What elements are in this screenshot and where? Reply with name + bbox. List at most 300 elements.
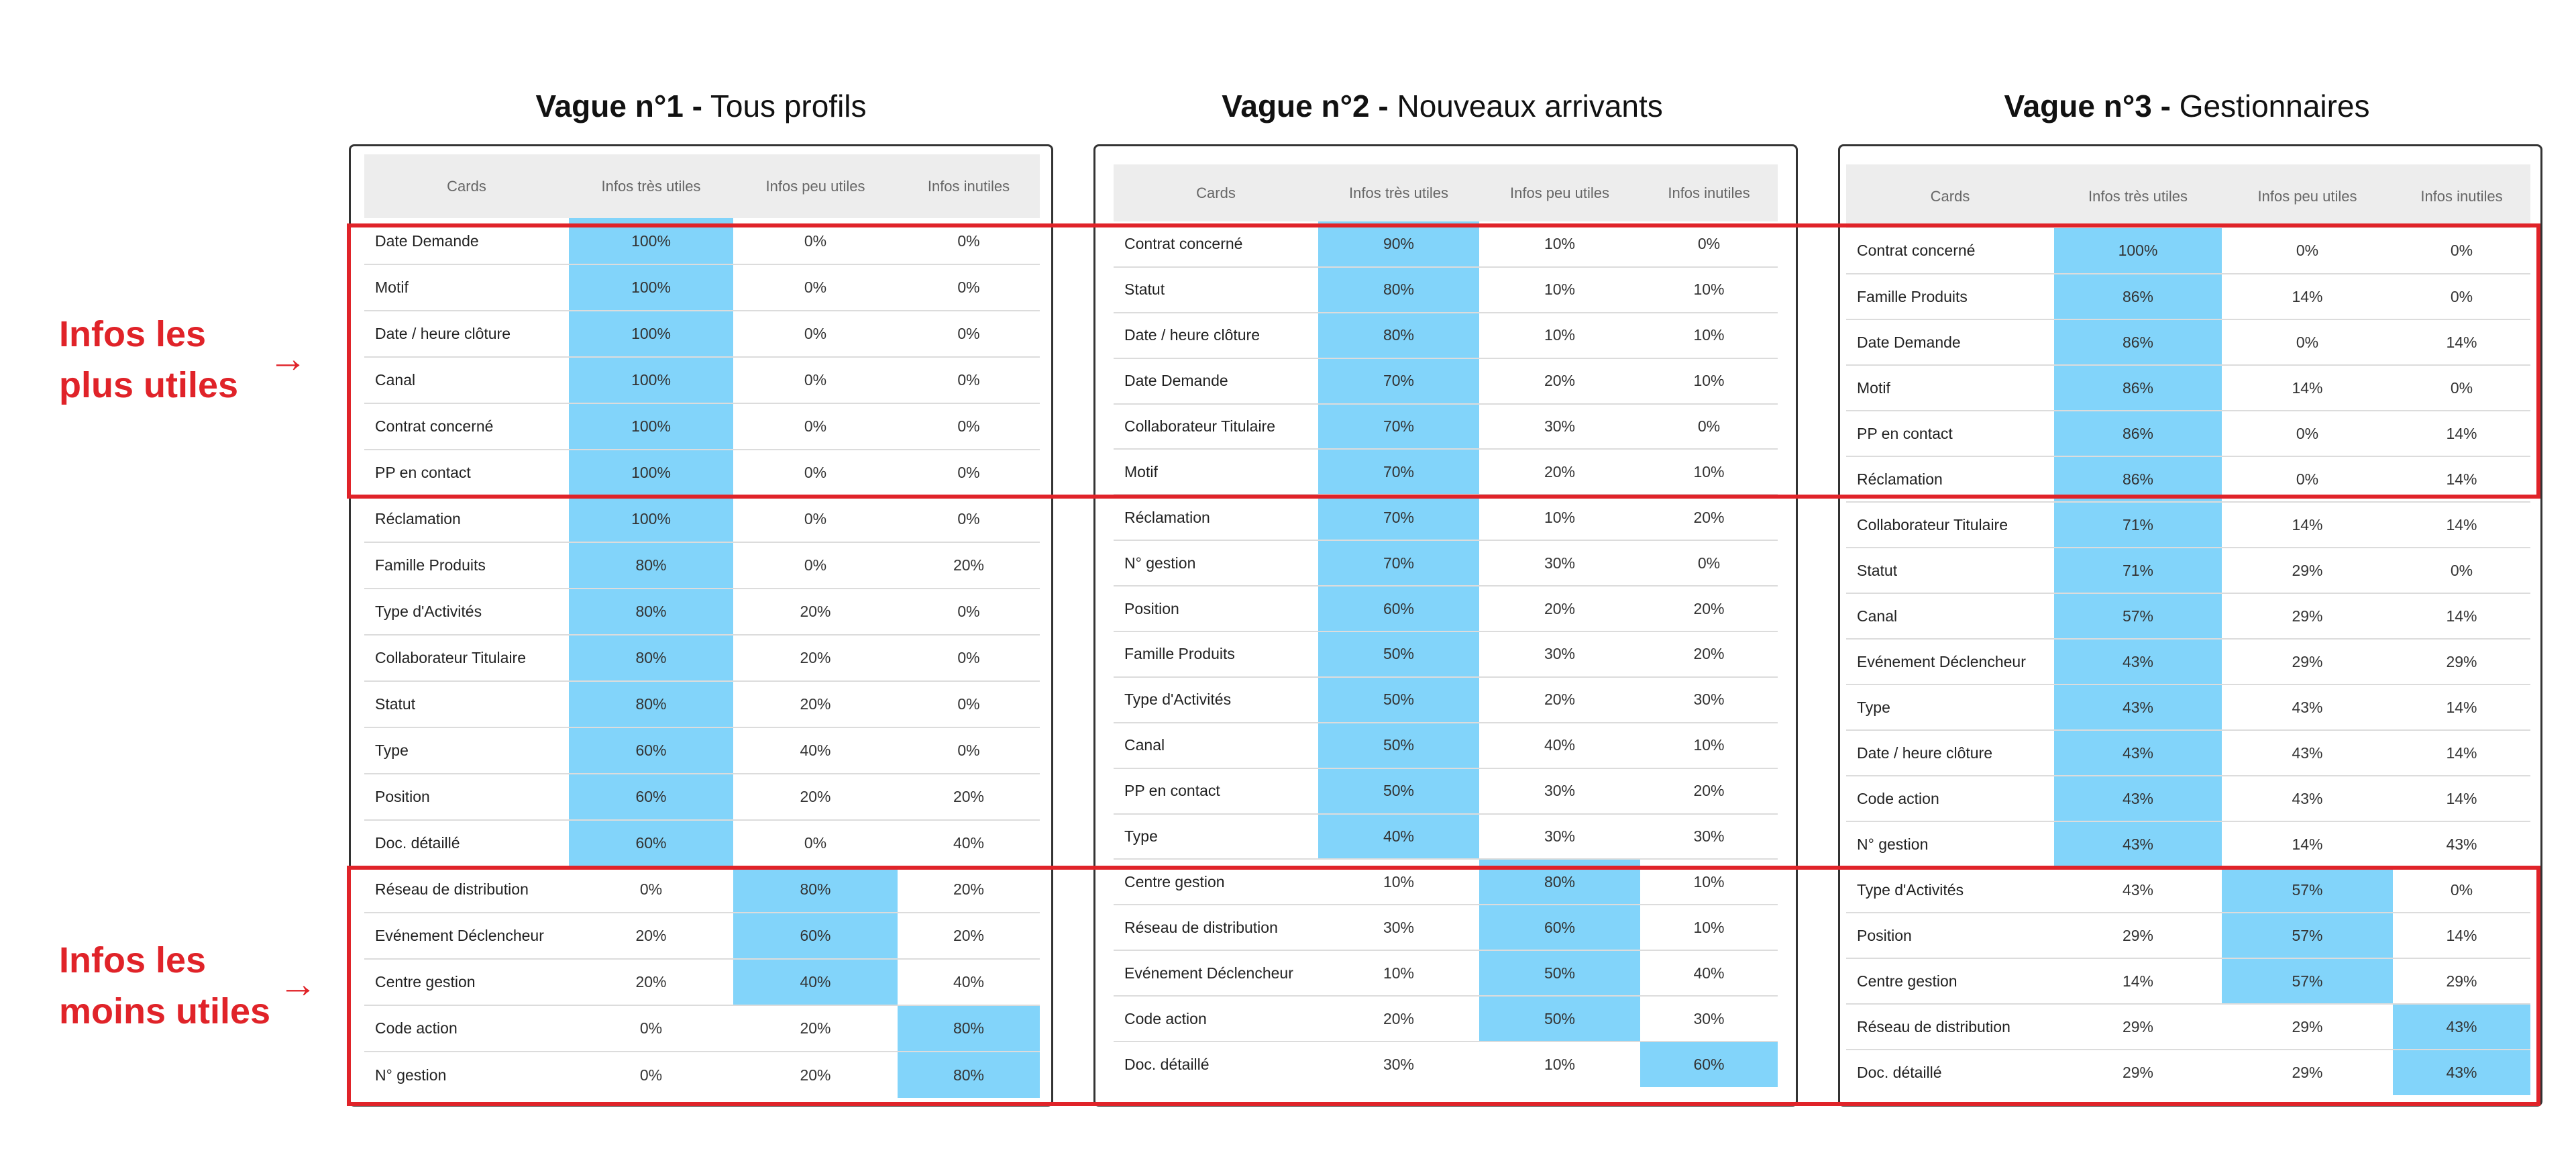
little-useful-cell: 0% (733, 403, 898, 450)
card-name-cell: Collaborateur Titulaire (364, 635, 569, 681)
table-row (1846, 776, 2530, 821)
least-useful-label (59, 935, 270, 1037)
card-name-cell: Motif (1114, 449, 1318, 495)
useless-cell: 14% (2393, 776, 2530, 821)
table-row (1114, 313, 1778, 358)
little-useful-cell: 14% (2222, 821, 2393, 867)
useless-cell: 10% (1640, 313, 1778, 358)
table-row (1846, 228, 2530, 274)
column-header: Cards (364, 154, 569, 218)
card-name-cell: Doc. détaillé (364, 820, 569, 866)
table-row (364, 218, 1040, 264)
table-row (1114, 586, 1778, 631)
card-name-cell: Evénement Déclencheur (364, 913, 569, 959)
little-useful-cell: 10% (1544, 1055, 1576, 1073)
card-name-cell: Réseau de distribution (1846, 1004, 2054, 1050)
very-useful-cell: 60% (569, 820, 733, 866)
card-name-cell: Contrat concerné (1846, 228, 2054, 274)
useless-cell: 40% (898, 820, 1040, 866)
card-name-cell: Centre gestion (364, 959, 569, 1005)
card-name-cell: Famille Produits (1846, 274, 2054, 319)
table-row (364, 866, 1040, 913)
very-useful-cell: 60% (1318, 586, 1479, 631)
column-header: Infos inutiles (1640, 164, 1778, 221)
useless-cell: 80% (898, 1052, 1040, 1098)
useless-cell: 80% (898, 1005, 1040, 1052)
table-row (364, 403, 1040, 450)
table-row (364, 450, 1040, 496)
little-useful-cell: 30% (1479, 404, 1640, 450)
useless-cell: 20% (1640, 495, 1778, 540)
little-useful-cell: 14% (2222, 365, 2393, 411)
very-useful-cell: 100% (569, 264, 733, 311)
table-row (1846, 821, 2530, 867)
card-name-cell: Statut (364, 681, 569, 727)
card-name-cell: Code action (1114, 996, 1318, 1041)
card-name-cell: PP en contact (1114, 768, 1318, 814)
useless-cell: 0% (2393, 548, 2530, 593)
very-useful-cell: 100% (2054, 228, 2222, 274)
very-useful-cell: 43% (2054, 730, 2222, 776)
very-useful-cell: 100% (569, 496, 733, 542)
table-row (1114, 859, 1778, 905)
useless-cell: 14% (2393, 913, 2530, 958)
card-name-cell: Contrat concerné (1114, 221, 1318, 267)
table-row (1114, 814, 1778, 860)
wave-3-table (1846, 164, 2530, 1095)
card-name-cell: Réseau de distribution (364, 866, 569, 913)
very-useful-cell: 86% (2054, 274, 2222, 319)
card-name-cell: Date / heure clôture (1846, 730, 2054, 776)
table-row (1114, 449, 1778, 495)
little-useful-cell: 14% (2222, 502, 2393, 548)
useless-cell: 0% (898, 681, 1040, 727)
very-useful-cell: 20% (569, 959, 733, 1005)
useless-cell: 0% (898, 311, 1040, 357)
card-name-cell: Date / heure clôture (364, 311, 569, 357)
very-useful-cell: 86% (2054, 411, 2222, 456)
useless-cell: 10% (1640, 267, 1778, 313)
useless-cell: 0% (898, 264, 1040, 311)
useless-cell: 0% (898, 635, 1040, 681)
useless-cell: 30% (1640, 814, 1778, 860)
useless-cell: 0% (1640, 404, 1778, 450)
very-useful-cell: 57% (2054, 593, 2222, 639)
useless-cell: 0% (2393, 867, 2530, 913)
useless-cell: 29% (2393, 639, 2530, 684)
card-name-cell: Code action (364, 1005, 569, 1052)
table-row (364, 1005, 1040, 1052)
little-useful-cell: 10% (1479, 495, 1640, 540)
least-useful-label-line2: moins utiles (59, 991, 271, 1031)
very-useful-cell: 20% (569, 913, 733, 959)
little-useful-cell: 0% (733, 542, 898, 589)
very-useful-cell: 90% (1318, 221, 1479, 267)
table-row (1114, 723, 1778, 768)
little-useful-cell: 0% (733, 496, 898, 542)
useless-cell: 0% (898, 357, 1040, 403)
very-useful-cell: 70% (1318, 495, 1479, 540)
card-name-cell: Type (1846, 684, 2054, 730)
card-name-cell: Doc. détaillé (1857, 1064, 1942, 1081)
table-row (1114, 677, 1778, 723)
useless-cell: 10% (1640, 723, 1778, 768)
table-row (1114, 404, 1778, 450)
table-row (364, 542, 1040, 589)
little-useful-cell: 0% (2222, 319, 2393, 365)
little-useful-cell: 10% (1479, 267, 1640, 313)
card-name-cell: Evénement Déclencheur (1114, 950, 1318, 996)
card-name-cell: Canal (1846, 593, 2054, 639)
table-row (1114, 221, 1778, 267)
little-useful-cell: 0% (733, 311, 898, 357)
least-useful-label-line1: Infos les (59, 940, 207, 980)
useless-cell: 20% (898, 542, 1040, 589)
wave-1-table (364, 154, 1040, 1098)
little-useful-cell: 20% (733, 1005, 898, 1052)
wave-3-title (1835, 86, 2539, 126)
useless-cell: 14% (2393, 456, 2530, 502)
little-useful-cell: 60% (733, 913, 898, 959)
very-useful-cell: 80% (569, 635, 733, 681)
card-name-cell: Position (1114, 586, 1318, 631)
very-useful-cell: 80% (569, 681, 733, 727)
most-useful-label-line1: Infos les (59, 314, 207, 354)
useless-cell: 0% (898, 218, 1040, 264)
table-row (1846, 548, 2530, 593)
table-row (1846, 867, 2530, 913)
useless-cell: 0% (898, 450, 1040, 496)
card-name-cell: Date Demande (1114, 358, 1318, 404)
table-row (1846, 958, 2530, 1004)
column-header: Cards (1114, 164, 1318, 221)
very-useful-cell: 0% (569, 1005, 733, 1052)
table-row (1114, 631, 1778, 677)
little-useful-cell: 80% (1479, 859, 1640, 905)
column-header: Infos très utiles (2054, 164, 2222, 228)
useless-cell: 30% (1640, 677, 1778, 723)
useless-cell: 0% (2393, 228, 2530, 274)
card-name-cell: Centre gestion (1846, 958, 2054, 1004)
column-header: Infos inutiles (898, 154, 1040, 218)
little-useful-cell: 10% (1479, 313, 1640, 358)
table-row (364, 774, 1040, 820)
very-useful-cell: 70% (1318, 449, 1479, 495)
table-row (1846, 502, 2530, 548)
table-row (1114, 905, 1778, 950)
very-useful-cell: 30% (1383, 1055, 1415, 1073)
little-useful-cell: 29% (2222, 548, 2393, 593)
wave-3-title-rest: Gestionnaires (2170, 89, 2370, 123)
useless-cell: 14% (2393, 684, 2530, 730)
very-useful-cell: 70% (1318, 540, 1479, 586)
little-useful-cell: 29% (2222, 1004, 2393, 1050)
little-useful-cell: 20% (1479, 449, 1640, 495)
useless-cell: 43% (2393, 1050, 2530, 1095)
little-useful-cell: 0% (733, 264, 898, 311)
card-name-cell: Type (364, 727, 569, 774)
useless-cell: 0% (2393, 365, 2530, 411)
wave-1-title (349, 86, 1053, 126)
very-useful-cell: 100% (569, 450, 733, 496)
column-header: Infos peu utiles (2222, 164, 2393, 228)
useless-cell: 20% (1640, 586, 1778, 631)
little-useful-cell: 0% (733, 450, 898, 496)
card-name-cell: Motif (364, 264, 569, 311)
card-name-cell: Famille Produits (1114, 631, 1318, 677)
card-name-cell: Centre gestion (1114, 859, 1318, 905)
useless-cell: 30% (1640, 996, 1778, 1041)
useless-cell: 20% (898, 866, 1040, 913)
table-row (1114, 1041, 1778, 1087)
table-row (1114, 950, 1778, 996)
little-useful-cell: 43% (2222, 776, 2393, 821)
card-name-cell: Position (1846, 913, 2054, 958)
very-useful-cell: 30% (1318, 905, 1479, 950)
very-useful-cell: 60% (569, 774, 733, 820)
card-name-cell: Réclamation (1114, 495, 1318, 540)
little-useful-cell: 50% (1479, 996, 1640, 1041)
very-useful-cell: 80% (1318, 267, 1479, 313)
useless-cell: 20% (898, 774, 1040, 820)
little-useful-cell: 40% (733, 959, 898, 1005)
card-name-cell: Position (364, 774, 569, 820)
most-useful-arrow-icon: → (268, 337, 307, 380)
wave-1-title-rest: Tous profils (702, 89, 867, 123)
little-useful-cell: 0% (2222, 456, 2393, 502)
table-row (364, 264, 1040, 311)
little-useful-cell: 29% (2222, 639, 2393, 684)
table-row (1846, 411, 2530, 456)
very-useful-cell: 20% (1318, 996, 1479, 1041)
card-name-cell: Statut (1114, 267, 1318, 313)
card-name-cell: Doc. détaillé (1124, 1055, 1210, 1073)
little-useful-cell: 57% (2222, 867, 2393, 913)
useless-cell: 20% (1640, 768, 1778, 814)
little-useful-cell: 20% (733, 635, 898, 681)
card-name-cell: Motif (1846, 365, 2054, 411)
useless-cell: 43% (2393, 821, 2530, 867)
very-useful-cell: 100% (569, 357, 733, 403)
very-useful-cell: 86% (2054, 456, 2222, 502)
column-header: Infos très utiles (569, 154, 733, 218)
little-useful-cell: 43% (2222, 684, 2393, 730)
card-name-cell: Date Demande (1846, 319, 2054, 365)
useless-cell: 14% (2393, 411, 2530, 456)
useless-cell: 10% (1640, 905, 1778, 950)
little-useful-cell: 0% (733, 820, 898, 866)
table-row (364, 820, 1040, 866)
useless-cell: 40% (898, 959, 1040, 1005)
very-useful-cell: 50% (1318, 723, 1479, 768)
table-row (1114, 996, 1778, 1041)
table-row (364, 311, 1040, 357)
column-header: Cards (1846, 164, 2054, 228)
little-useful-cell: 60% (1479, 905, 1640, 950)
little-useful-cell: 40% (1479, 723, 1640, 768)
very-useful-cell: 10% (1318, 950, 1479, 996)
table-row (1846, 730, 2530, 776)
little-useful-cell: 0% (733, 218, 898, 264)
useless-cell: 0% (898, 589, 1040, 635)
table-row (1114, 358, 1778, 404)
wave-2-title-bold: Vague n°2 - (1222, 89, 1389, 123)
very-useful-cell: 29% (2054, 1004, 2222, 1050)
column-header: Infos peu utiles (1479, 164, 1640, 221)
very-useful-cell: 43% (2054, 776, 2222, 821)
table-row (1846, 913, 2530, 958)
useless-cell: 0% (898, 496, 1040, 542)
little-useful-cell: 0% (2222, 228, 2393, 274)
little-useful-cell: 20% (800, 1066, 831, 1084)
card-name-cell: Contrat concerné (364, 403, 569, 450)
card-name-cell: Type d'Activités (1114, 677, 1318, 723)
table-row (364, 959, 1040, 1005)
card-name-cell: Collaborateur Titulaire (1114, 404, 1318, 450)
little-useful-cell: 30% (1479, 814, 1640, 860)
useless-cell: 0% (2393, 274, 2530, 319)
very-useful-cell: 10% (1318, 859, 1479, 905)
table-row (364, 727, 1040, 774)
wave-3-title-bold: Vague n°3 - (2004, 89, 2171, 123)
little-useful-cell: 10% (1479, 221, 1640, 267)
very-useful-cell: 43% (2054, 639, 2222, 684)
table-row (1846, 1004, 2530, 1050)
little-useful-cell: 80% (733, 866, 898, 913)
wave-2-title (1090, 86, 1794, 126)
card-name-cell: Type d'Activités (364, 589, 569, 635)
useless-cell: 60% (1640, 1041, 1778, 1087)
useless-cell: 0% (898, 727, 1040, 774)
very-useful-cell: 60% (569, 727, 733, 774)
wave-2-table (1114, 164, 1778, 1087)
useless-cell: 40% (1640, 950, 1778, 996)
table-row (1114, 495, 1778, 540)
very-useful-cell: 50% (1318, 677, 1479, 723)
useless-cell: 10% (1640, 859, 1778, 905)
column-header: Infos très utiles (1318, 164, 1479, 221)
very-useful-cell: 50% (1318, 768, 1479, 814)
little-useful-cell: 57% (2222, 913, 2393, 958)
useless-cell: 43% (2393, 1004, 2530, 1050)
very-useful-cell: 86% (2054, 319, 2222, 365)
little-useful-cell: 20% (733, 774, 898, 820)
table-row (364, 913, 1040, 959)
most-useful-label (59, 309, 238, 411)
card-name-cell: N° gestion (1846, 821, 2054, 867)
useless-cell: 14% (2393, 593, 2530, 639)
card-name-cell: PP en contact (1846, 411, 2054, 456)
card-name-cell: Type (1114, 814, 1318, 860)
very-useful-cell: 86% (2054, 365, 2222, 411)
very-useful-cell: 40% (1318, 814, 1479, 860)
table-row (1114, 768, 1778, 814)
useless-cell: 14% (2393, 319, 2530, 365)
table-row (1846, 1050, 2530, 1095)
little-useful-cell: 29% (2292, 1064, 2323, 1081)
useless-cell: 20% (1640, 631, 1778, 677)
card-name-cell: Famille Produits (364, 542, 569, 589)
very-useful-cell: 43% (2054, 684, 2222, 730)
table-row (1846, 319, 2530, 365)
table-row (1846, 684, 2530, 730)
card-name-cell: Statut (1846, 548, 2054, 593)
very-useful-cell: 71% (2054, 548, 2222, 593)
little-useful-cell: 14% (2222, 274, 2393, 319)
most-useful-label-line2: plus utiles (59, 365, 239, 405)
very-useful-cell: 80% (1318, 313, 1479, 358)
very-useful-cell: 100% (569, 311, 733, 357)
table-row (1846, 456, 2530, 502)
card-name-cell: Réclamation (1846, 456, 2054, 502)
card-name-cell: Réclamation (364, 496, 569, 542)
little-useful-cell: 20% (1479, 586, 1640, 631)
table-row (1846, 593, 2530, 639)
useless-cell: 14% (2393, 730, 2530, 776)
table-row (1846, 365, 2530, 411)
useless-cell: 14% (2393, 502, 2530, 548)
wave-2-title-rest: Nouveaux arrivants (1388, 89, 1663, 123)
wave-1-title-bold: Vague n°1 - (535, 89, 702, 123)
table-row (364, 635, 1040, 681)
card-name-cell: Canal (1114, 723, 1318, 768)
very-useful-cell: 43% (2054, 867, 2222, 913)
little-useful-cell: 30% (1479, 768, 1640, 814)
table-row (1846, 274, 2530, 319)
useless-cell: 10% (1640, 449, 1778, 495)
card-name-cell: Code action (1846, 776, 2054, 821)
useless-cell: 10% (1640, 358, 1778, 404)
little-useful-cell: 20% (733, 681, 898, 727)
table-row (1114, 267, 1778, 313)
column-header: Infos peu utiles (733, 154, 898, 218)
table-row (364, 1052, 1040, 1098)
card-name-cell: Canal (364, 357, 569, 403)
table-row (364, 681, 1040, 727)
little-useful-cell: 0% (733, 357, 898, 403)
little-useful-cell: 30% (1479, 540, 1640, 586)
very-useful-cell: 70% (1318, 404, 1479, 450)
column-header: Infos inutiles (2393, 164, 2530, 228)
card-name-cell: Type d'Activités (1846, 867, 2054, 913)
card-name-cell: Evénement Déclencheur (1846, 639, 2054, 684)
table-row (364, 496, 1040, 542)
very-useful-cell: 0% (639, 1066, 663, 1084)
very-useful-cell: 29% (2054, 913, 2222, 958)
table-row (364, 589, 1040, 635)
card-name-cell: Date Demande (364, 218, 569, 264)
little-useful-cell: 57% (2222, 958, 2393, 1004)
table-row (1114, 540, 1778, 586)
little-useful-cell: 20% (1479, 677, 1640, 723)
card-name-cell: N° gestion (1114, 540, 1318, 586)
very-useful-cell: 71% (2054, 502, 2222, 548)
useless-cell: 0% (1640, 540, 1778, 586)
very-useful-cell: 14% (2054, 958, 2222, 1004)
little-useful-cell: 29% (2222, 593, 2393, 639)
little-useful-cell: 50% (1479, 950, 1640, 996)
useless-cell: 20% (898, 913, 1040, 959)
useless-cell: 29% (2393, 958, 2530, 1004)
very-useful-cell: 80% (569, 542, 733, 589)
very-useful-cell: 29% (2122, 1064, 2154, 1081)
useless-cell: 0% (898, 403, 1040, 450)
very-useful-cell: 70% (1318, 358, 1479, 404)
useless-cell: 0% (1640, 221, 1778, 267)
very-useful-cell: 43% (2054, 821, 2222, 867)
table-row (1846, 639, 2530, 684)
card-name-cell: Date / heure clôture (1114, 313, 1318, 358)
